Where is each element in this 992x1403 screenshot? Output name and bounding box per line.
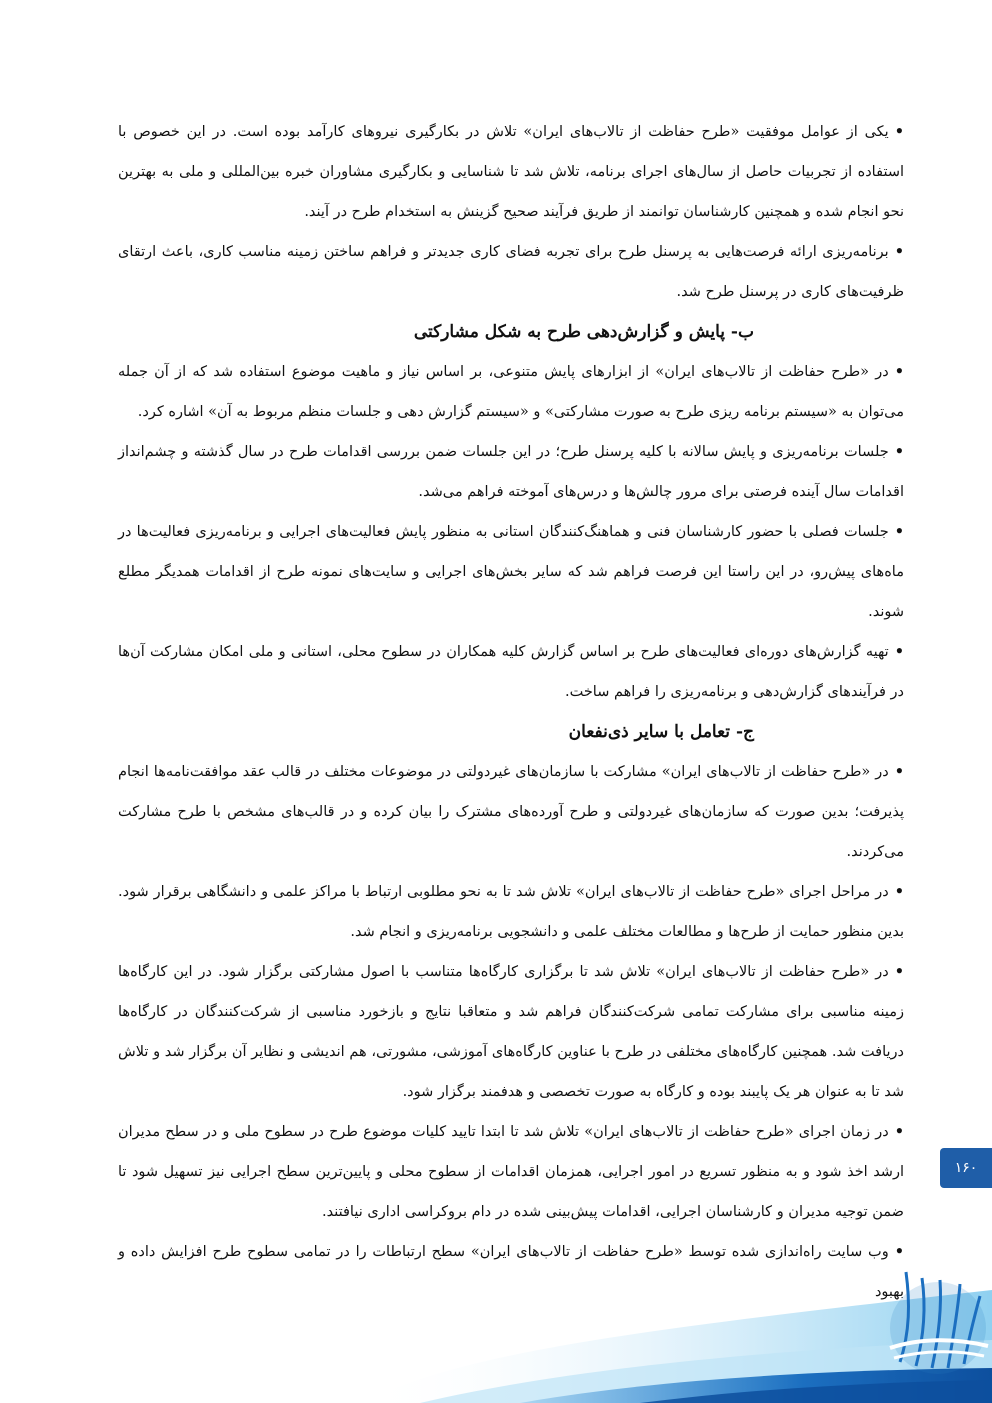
section-heading-c: ج- تعامل با سایر ذی‌نفعان (568, 722, 754, 742)
paragraph-text: در «طرح حفاظت از تالاب‌های ایران» از ابزارهای پایش متنوعی، بر اساس نیاز و ماهیت موضوع استفاده شد که از آن جمله می‌توان به «سیستم برنامه ریزی طرح به صورت مشارکتی» و «سیستم گزارش دهی و جلسات منظم مربوط به آن» اشاره کرد. (118, 364, 904, 420)
bullet-icon: • (894, 643, 904, 660)
paragraph-text: در زمان اجرای «طرح حفاظت از تالاب‌های ایران» تلاش شد تا ابتدا تایید کلیات موضوع طرح در سطوح ملی و در سطح مدیران ارشد اخذ شود و به منظور تسریع در امور اجرایی، همزمان اقدامات از سطوح محلی و پایین‌ترین سطح اجرایی نیز تسهیل شود تا ضمن توجیه مدیران و کارشناسان اجرایی، اقدامات پیش‌بینی شده در دام بروکراسی اداری نیافتند. (118, 1124, 904, 1220)
bullet-icon: • (894, 443, 904, 460)
section-heading-b: ب- پایش و گزارش‌دهی طرح به شکل مشارکتی (413, 322, 754, 342)
bullet-icon: • (894, 363, 904, 380)
bullet-icon: • (894, 523, 904, 540)
bullet-paragraph (118, 752, 904, 872)
bullet-paragraph (118, 232, 904, 312)
bullet-icon: • (894, 1123, 904, 1140)
bullet-paragraph (118, 952, 904, 1112)
bullet-paragraph (118, 112, 904, 232)
paragraph-text: تهیه گزارش‌های دوره‌ای فعالیت‌های طرح بر اساس گزارش کلیه همکاران در سطوح محلی، استانی و ملی امکان مشارکت آن‌ها در فرآیندهای گزارش‌دهی و برنامه‌ریزی را فراهم ساخت. (118, 644, 904, 700)
bullet-icon: • (894, 763, 904, 780)
bullet-paragraph (118, 1112, 904, 1232)
reed-emblem-icon (880, 1262, 992, 1382)
paragraph-text: یکی از عوامل موفقیت «طرح حفاظت از تالاب‌های ایران» تلاش در بکارگیری نیروهای کارآمد بوده است. در این خصوص با استفاده از تجربیات حاصل از سال‌های اجرای برنامه، تلاش شد تا شناسایی و بکارگیری مشاوران خبره بین‌المللی و ملی به بهترین نحو انجام شده و همچنین کارشناسان توانمند از طریق فرآیند صحیح گزینش به استخدام طرح در آیند. (118, 124, 904, 220)
paragraph-text: در «طرح حفاظت از تالاب‌های ایران» تلاش شد تا برگزاری کارگاه‌ها متناسب با اصول مشارکتی برگزار شود. در این کارگاه‌ها زمینه مناسبی برای مشارکت تمامی شرکت‌کنندگان فراهم شد و متعاقبا نتایج و بازخورد مناسبی از شرکت‌کنندگان در کارگاه‌ها دریافت شد. همچنین کارگاه‌های مختلفی در طرح با عناوین کارگاه‌های آموزشی، مشورتی، هم اندیشی و نظایر آن برگزار شد و تلاش شد تا به عنوان هر یک پایبند بوده و کارگاه به صورت تخصصی و هدفمند برگزار شود. (118, 964, 904, 1100)
page-body (118, 112, 904, 1312)
bullet-paragraph (118, 512, 904, 632)
paragraph-text: وب سایت راه‌اندازی شده توسط «طرح حفاظت از تالاب‌های ایران» سطح ارتباطات را در تمامی سطوح طرح افزایش داده و بهبود (118, 1244, 904, 1300)
paragraph-text: جلسات فصلی با حضور کارشناسان فنی و هماهنگ‌کنندگان استانی به منظور پایش فعالیت‌های اجرایی و برنامه‌ریزی فعالیت‌ها در ماه‌های پیش‌رو، در این راستا این فرصت فراهم شد که سایر بخش‌های اجرایی و سایت‌های نمونه طرح از اقدامات همدیگر مطلع شوند. (118, 524, 904, 620)
page-number: ۱۶۰ (940, 1148, 992, 1188)
bullet-paragraph (118, 872, 904, 952)
paragraph-text: در مراحل اجرای «طرح حفاظت از تالاب‌های ایران» تلاش شد تا به نحو مطلوبی ارتباط با مراکز علمی و دانشگاهی برقرار شود. بدین منظور حمایت از طرح‌ها و مطالعات مختلف علمی و دانشجویی برنامه‌ریزی و انجام شد. (118, 884, 904, 940)
bullet-icon: • (894, 1243, 904, 1260)
paragraph-text: در «طرح حفاظت از تالاب‌های ایران» مشارکت با سازمان‌های غیردولتی در موضوعات مختلف در قالب عقد موافقت‌نامه‌ها انجام پذیرفت؛ بدین صورت که سازمان‌های غیردولتی و طرح آورده‌های مشترک را بیان کرده و در قالب‌های مشخص با طرح مشارکت می‌کردند. (118, 764, 904, 860)
bullet-paragraph (118, 352, 904, 432)
bullet-icon: • (894, 963, 904, 980)
bullet-paragraph (118, 632, 904, 712)
wave-decoration (0, 1230, 992, 1403)
bullet-paragraph (118, 432, 904, 512)
paragraph-text: جلسات برنامه‌ریزی و پایش سالانه با کلیه پرسنل طرح؛ در این جلسات ضمن بررسی اقدامات طرح در سال گذشته و چشم‌انداز اقدامات سال آینده فرصتی برای مرور چالش‌ها و درس‌های آموخته فراهم می‌شد. (118, 444, 904, 500)
bullet-icon: • (894, 243, 904, 260)
paragraph-text: برنامه‌ریزی ارائه فرصت‌هایی به پرسنل طرح برای تجربه فضای کاری جدیدتر و فراهم ساختن زمینه مناسب کاری، باعث ارتقای ظرفیت‌های کاری در پرسنل طرح شد. (118, 244, 904, 300)
bullet-icon: • (894, 123, 904, 140)
bullet-icon: • (894, 883, 904, 900)
